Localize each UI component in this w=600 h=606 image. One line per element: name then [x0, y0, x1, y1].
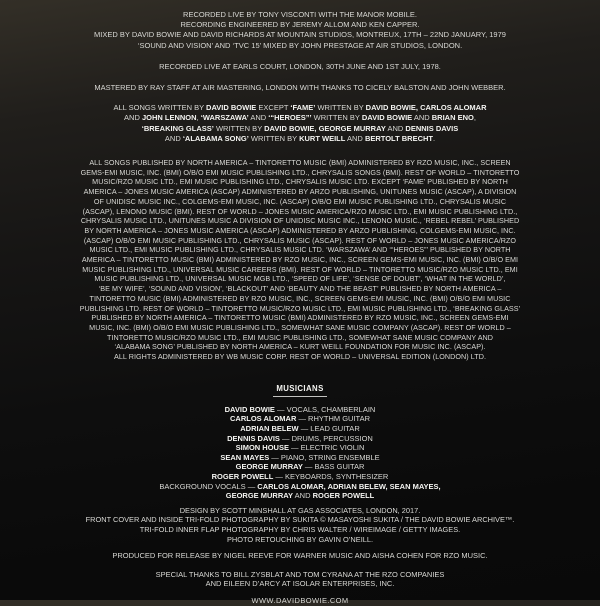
live-recording-line: RECORDED LIVE AT EARLS COURT, LONDON, 30TH JUNE AND 1ST JULY, 1978.	[159, 61, 441, 71]
musician-row	[0, 405, 600, 415]
musician-name: SEAN MAYES	[220, 452, 270, 462]
publishing-credit-line: TINTORETTO MUSIC/RZO MUSIC LTD., EMI MUSIC PUBLISHING LTD., SOMEWHAT SANE MUSIC COMPANY AND	[106, 332, 494, 342]
musician-row	[0, 472, 600, 482]
musicians-heading: MUSICIANS	[273, 384, 326, 397]
credit-name: DAVID BOWIE, GEORGE MURRAY	[264, 123, 386, 133]
songwriting-credit-line	[0, 134, 600, 144]
credit-text: BACKGROUND VOCALS —	[159, 481, 258, 491]
credit-name: DENNIS DAVIS	[405, 123, 459, 133]
musicians-list	[0, 405, 600, 482]
musician-role: — DRUMS, PERCUSSION	[279, 433, 373, 443]
credit-text: EXCEPT	[256, 103, 291, 113]
musician-name: SIMON HOUSE	[235, 443, 289, 453]
credit-text: AND	[248, 113, 269, 123]
musician-role: — RHYTHM GUITAR	[296, 414, 370, 424]
credit-name: ROGER POWELL	[312, 491, 375, 501]
design-credit-line: DESIGN BY SCOTT MINSHALL AT GAS ASSOCIATES, LONDON, 2017.	[179, 505, 421, 515]
songwriting-credits-section	[0, 103, 600, 144]
publishing-credit-line: ‘BE MY WIFE’, ‘SOUND AND VISION’, ‘BLACKOUT’ AND ‘BEAUTY AND THE BEAST’ PUBLISHED BY NORTH AMERICA –	[98, 284, 502, 294]
musician-name: CARLOS ALOMAR	[230, 414, 297, 424]
website-section	[0, 596, 600, 606]
credit-text: AND	[292, 491, 313, 501]
musician-role: — VOCALS, CHAMBERLAIN	[274, 404, 376, 414]
publishing-credit-line: (ASCAP) O/B/O EMI MUSIC PUBLISHING LTD., CHRYSALIS MUSIC (ASCAP). REST OF WORLD – JONES MUSIC AMERICA/RZO	[83, 235, 517, 245]
publishing-credit-line: ALL RIGHTS ADMINISTERED BY WB MUSIC CORP. REST OF WORLD – UNIVERSAL EDITION (LONDON) LTD.	[114, 352, 486, 362]
credit-name: ‘FAME’	[290, 103, 316, 113]
design-credit-line: FRONT COVER AND INSIDE TRI-FOLD PHOTOGRAPHY BY SUKITA © MASAYOSHI SUKITA / THE DAVID BOWIE ARCHIVE™.	[85, 515, 515, 525]
publishing-credit-line: TINTORETTO MUSIC (BMI) ADMINISTERED BY RZO MUSIC, INC., SCREEN GEMS-EMI MUSIC, INC. (BMI) O/B/O EMI MUSIC	[89, 293, 511, 303]
musician-row	[0, 434, 600, 444]
musician-name: GEORGE MURRAY	[235, 462, 303, 472]
design-credit-line: TRI-FOLD INNER FLAP PHOTOGRAPHY BY CHRIS WALTER / WIREIMAGE / GETTY IMAGES.	[139, 524, 461, 534]
special-thanks-line: AND EILEEN D’ARCY AT ISOLAR ENTERPRISES, INC.	[205, 578, 395, 588]
background-vocals-line	[0, 482, 600, 492]
credit-name: ‘“HEROES”’	[268, 113, 312, 123]
musician-name: ADRIAN BELEW	[240, 423, 299, 433]
musician-row	[0, 414, 600, 424]
website-text: WWW.DAVIDBOWIE.COM	[251, 596, 349, 606]
design-credits-section	[0, 506, 600, 544]
songwriting-credit-line	[0, 103, 600, 113]
live-recording-section	[0, 62, 600, 72]
credit-name: ‘BREAKING GLASS’	[141, 123, 214, 133]
publishing-credit-line: MUSIC, INC. (BMI) O/B/O EMI MUSIC PUBLISHING LTD., SOMEWHAT SANE MUSIC COMPANY (ASCAP). REST OF WORLD –	[89, 322, 511, 332]
credit-name: DAVID BOWIE	[206, 103, 257, 113]
publishing-credit-line: CHRYSALIS MUSIC LTD., UNITUNES MUSIC A DIVISION OF UNIDISC MUSIC INC., LENONO MUSIC., ‘REBEL REBEL’ PUBLISHED	[80, 216, 520, 226]
produced-section	[0, 551, 600, 561]
produced-line: PRODUCED FOR RELEASE BY NIGEL REEVE FOR WARNER MUSIC AND AISHA COHEN FOR RZO MUSIC.	[112, 551, 488, 561]
musician-role: — PIANO, STRING ENSEMBLE	[269, 452, 380, 462]
publishing-credit-line: MUSIC LTD., EMI MUSIC PUBLISHING LTD., CHRYSALIS MUSIC LTD. ‘WARSZAWA’ AND ‘“HEROES”’ PUBLISHED BY NORTH	[89, 245, 511, 255]
publishing-credit-line: ‘ALABAMA SONG’ PUBLISHED BY NORTH AMERICA – KURT WEILL FOUNDATION FOR MUSIC INC. (ASCAP).	[114, 342, 486, 352]
credit-text: WRITTEN BY	[213, 123, 265, 133]
credit-name: CARLOS ALOMAR, ADRIAN BELEW, SEAN MAYES,	[257, 481, 441, 491]
publishing-credit-line: ALL SONGS PUBLISHED BY NORTH AMERICA – TINTORETTO MUSIC (BMI) ADMINISTERED BY RZO MUSIC, INC., SCREEN	[89, 158, 511, 168]
musician-name: DENNIS DAVIS	[227, 433, 280, 443]
special-thanks-line: SPECIAL THANKS TO BILL ZYSBLAT AND TOM CYRANA AT THE RZO COMPANIES	[155, 569, 445, 579]
credit-name: ‘ALABAMA SONG’	[182, 133, 249, 143]
musician-row	[0, 443, 600, 453]
musician-row	[0, 424, 600, 434]
credit-text: ALL SONGS WRITTEN BY	[113, 103, 207, 113]
credit-text: AND	[164, 133, 183, 143]
musician-role: — KEYBOARDS, SYNTHESIZER	[273, 471, 389, 481]
credit-text: ,	[196, 113, 201, 123]
publishing-credit-line: MUSIC PUBLISHING LTD., UNIVERSAL MUSIC MGB LTD., ‘SPEED OF LIFE’, ‘SENSE OF DOUBT’, ‘WHAT IN THE WORLD’,	[94, 274, 506, 284]
credit-name: ‘WARSZAWA’	[200, 113, 249, 123]
background-vocals-line	[0, 491, 600, 501]
songwriting-credit-line	[0, 124, 600, 134]
credit-name: DAVID BOWIE, CARLOS ALOMAR	[365, 103, 487, 113]
credit-text: AND	[385, 123, 406, 133]
credit-text: AND	[345, 133, 365, 143]
publishing-credit-line: BY NORTH AMERICA – JONES MUSIC AMERICA (ASCAP) ADMINISTERED BY ARZO PUBLISHING, COLGEMS-EMI MUSIC, INC.	[84, 225, 516, 235]
musician-role: — LEAD GUITAR	[298, 423, 360, 433]
credit-name: JOHN LENNON	[141, 113, 197, 123]
recording-credit-line: RECORDED LIVE BY TONY VISCONTI WITH THE MANOR MOBILE.	[183, 10, 417, 19]
credit-text: WRITTEN BY	[315, 103, 366, 113]
special-thanks-section	[0, 570, 600, 588]
publishing-credit-line: PUBLISHED BY NORTH AMERICA – TINTORETTO MUSIC (BMI) ADMINISTERED BY RZO MUSIC, INC., SCREEN GEMS-EMI	[91, 313, 509, 323]
background-vocals	[0, 482, 600, 501]
publishing-credit-line: GEMS-EMI MUSIC, INC. (BMI) O/B/O EMI MUSIC PUBLISHING LTD., CHRYSALIS SONGS (BMI). REST OF WORLD – TINTORETTO	[80, 167, 520, 177]
publishing-credit-line: PUBLISHING LTD. REST OF WORLD – TINTORETTO MUSIC/RZO MUSIC LTD., EMI MUSIC PUBLISHING LTD., ‘BREAKING GLASS’	[79, 303, 521, 313]
musician-role: — BASS GUITAR	[302, 462, 365, 472]
musicians-heading-section	[0, 378, 600, 397]
recording-credit-line: MIXED BY DAVID BOWIE AND DAVID RICHARDS AT MOUNTAIN STUDIOS, MONTREUX, 17TH – 22ND JANUARY, 1979	[94, 30, 506, 40]
credit-text: ,	[473, 113, 476, 123]
credit-text: .	[433, 133, 436, 143]
musician-row	[0, 462, 600, 472]
credit-name: KURT WEILL	[299, 133, 346, 143]
publishing-credits-section	[0, 158, 600, 362]
design-credit-line: PHOTO RETOUCHING BY GAVIN O’NEILL.	[226, 534, 374, 544]
musician-role: — ELECTRIC VIOLIN	[288, 443, 365, 453]
publishing-credit-line: AMERICA – JONES MUSIC AMERICA (ASCAP) ADMINISTERED BY ARZO PUBLISHING, UNITUNES MUSIC (ASCAP), A DIVISION	[83, 187, 517, 197]
credit-name: GEORGE MURRAY	[225, 491, 293, 501]
credit-name: BERTOLT BRECHT	[364, 133, 433, 143]
recording-credit-line: ‘SOUND AND VISION’ AND ‘TVC 15’ MIXED BY JOHN PRESTAGE AT AIR STUDIOS, LONDON.	[137, 40, 463, 50]
credit-text: WRITTEN BY	[311, 113, 362, 123]
musician-name: ROGER POWELL	[211, 471, 274, 481]
credit-text: AND	[412, 113, 432, 123]
publishing-credit-line: OF UNIDISC MUSIC INC., COLGEMS-EMI MUSIC, INC. (ASCAP) O/B/O EMI MUSIC PUBLISHING LTD., CHRYSALIS MUSIC	[93, 196, 507, 206]
credit-text: WRITTEN BY	[248, 133, 300, 143]
musician-name: DAVID BOWIE	[224, 404, 275, 414]
credit-name: DAVID BOWIE	[361, 113, 413, 123]
publishing-credit-line: AMERICA – TINTORETTO MUSIC (BMI) ADMINISTERED BY RZO MUSIC, INC., SCREEN GEMS-EMI MUSIC, INC. (BMI) O/B/O EMI	[81, 255, 519, 265]
publishing-credit-line: (ASCAP), LENONO MUSIC (BMI). REST OF WORLD – JONES MUSIC AMERICA/RZO MUSIC LTD., EMI MUSIC PUBLISHING LTD.,	[82, 206, 518, 216]
mastering-line: MASTERED BY RAY STAFF AT AIR MASTERING, LONDON WITH THANKS TO CICELY BALSTON AND JOHN WEBBER.	[94, 83, 506, 93]
songwriting-credit-line	[0, 113, 600, 123]
credit-text: AND	[124, 113, 142, 123]
mastering-section	[0, 83, 600, 93]
musician-row	[0, 453, 600, 463]
recording-credits-section	[0, 10, 600, 51]
recording-credit-line: RECORDING ENGINEERED BY JEREMY ALLOM AND KEN CAPPER.	[180, 20, 420, 30]
publishing-credit-line: MUSIC/RZO MUSIC LTD., EMI MUSIC PUBLISHING LTD., CHRYSALIS MUSIC LTD. EXCEPT ‘FAME’ PUBLISHED BY NORTH	[92, 177, 508, 187]
credit-name: BRIAN ENO	[431, 113, 474, 123]
publishing-credit-line: MUSIC PUBLISHING LTD., UNIVERSAL MUSIC CAREERS (BMI). REST OF WORLD – TINTORETTO MUSIC/RZO MUSIC LTD., EMI	[82, 264, 518, 274]
